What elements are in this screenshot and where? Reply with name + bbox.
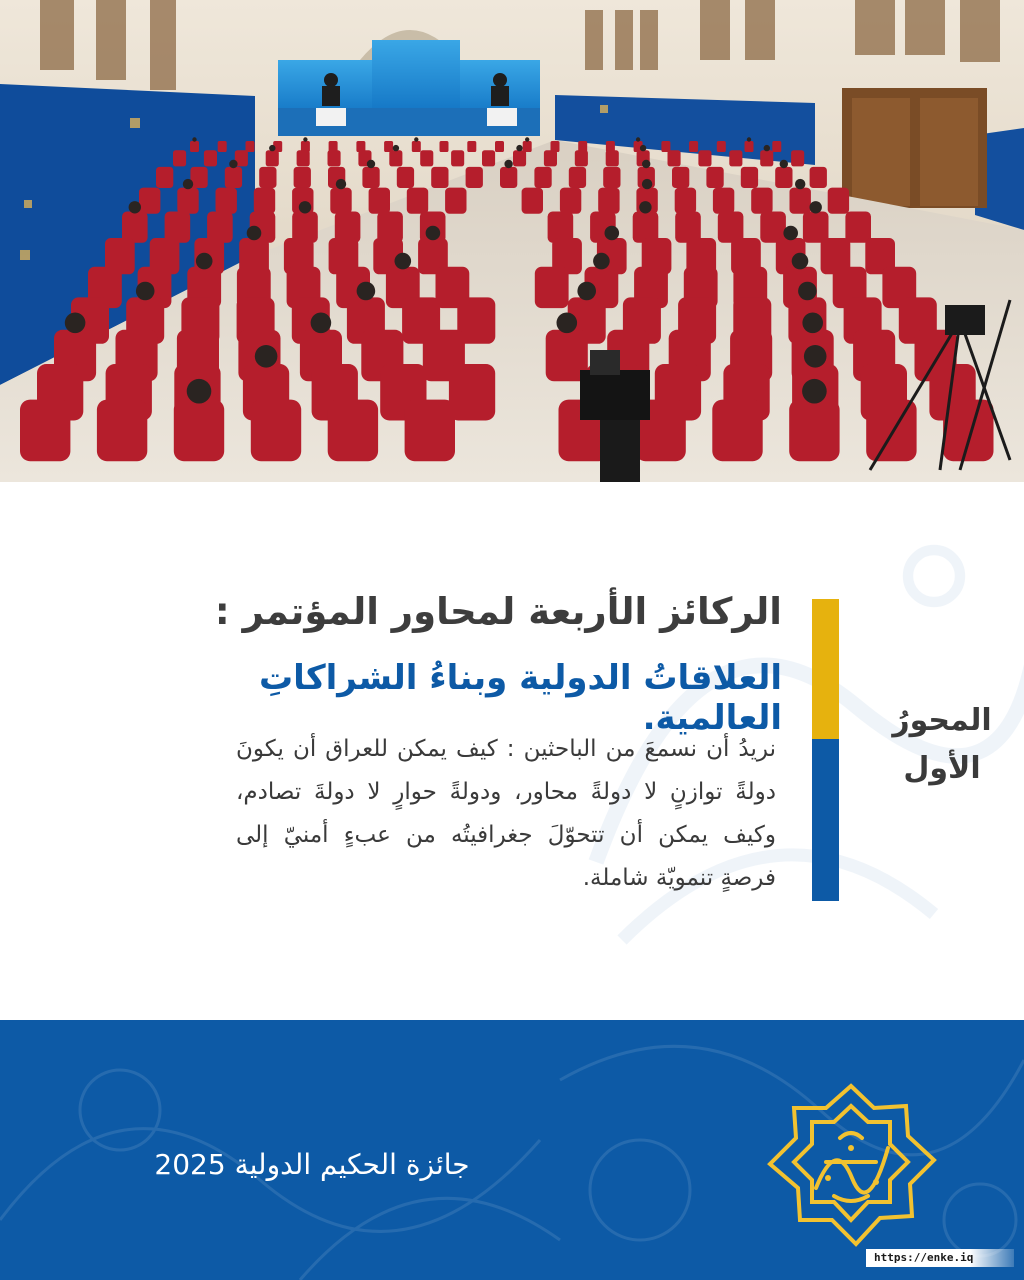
chair xyxy=(389,150,402,166)
chair xyxy=(866,400,916,462)
chair xyxy=(440,141,449,152)
chair xyxy=(717,141,726,152)
chair xyxy=(772,141,781,152)
chair xyxy=(513,150,526,166)
attendee xyxy=(640,145,646,151)
chair xyxy=(544,150,557,166)
attendee xyxy=(639,201,651,213)
chair xyxy=(420,150,433,166)
chair xyxy=(174,400,224,462)
chair xyxy=(362,167,379,188)
chair xyxy=(330,188,351,214)
attendee xyxy=(393,145,399,151)
attendee xyxy=(357,282,376,301)
attendee xyxy=(792,253,809,270)
attendee xyxy=(426,226,441,241)
attendee xyxy=(414,137,418,141)
chair xyxy=(535,267,569,308)
chair xyxy=(810,167,827,188)
chair xyxy=(712,400,762,462)
attendee xyxy=(299,201,311,213)
attendee xyxy=(516,145,522,151)
attendee xyxy=(783,226,798,241)
attendee xyxy=(802,313,823,334)
chair xyxy=(741,167,758,188)
chair xyxy=(266,150,279,166)
attendee xyxy=(557,313,578,334)
chair xyxy=(177,188,198,214)
chair xyxy=(466,167,483,188)
attendee xyxy=(65,313,86,334)
chair xyxy=(173,150,186,166)
attendee xyxy=(367,160,375,168)
chair xyxy=(204,150,217,166)
axis-label xyxy=(872,697,1012,793)
chair xyxy=(828,188,849,214)
attendee xyxy=(577,282,596,301)
attendee xyxy=(187,379,212,404)
chair xyxy=(500,167,517,188)
chair xyxy=(328,150,341,166)
attendee xyxy=(642,160,650,168)
chair xyxy=(328,400,378,462)
chair xyxy=(225,167,242,188)
chair xyxy=(139,188,160,214)
chair xyxy=(661,141,670,152)
conference-hall-photo xyxy=(0,0,1024,482)
chair xyxy=(20,400,70,462)
chair xyxy=(603,167,620,188)
chair xyxy=(259,167,276,188)
chair xyxy=(569,167,586,188)
chair xyxy=(495,141,504,152)
body-paragraph: نريدُ أن نسمعَ من الباحثين : كيف يمكن للعراق أن يكونَ دولةً توازنٍ لا دولةً محاور، ودولةً حوارٍ لا دولةَ تصادم، وكيف يمكن أن تتحوّلَ جغرافيتُه من عبءٍ أمنيّ إلى فرصةٍ تنمويّة شاملة. xyxy=(236,736,776,891)
chair xyxy=(689,141,698,152)
footer-band xyxy=(0,1020,1024,1280)
axis-bar-gold xyxy=(812,599,839,739)
conference-hall-image xyxy=(0,0,1024,482)
attendee xyxy=(192,137,196,141)
attendee xyxy=(247,226,262,241)
chair xyxy=(445,188,466,214)
attendee xyxy=(196,253,213,270)
attendee xyxy=(642,179,652,189)
chair xyxy=(251,400,301,462)
chair xyxy=(760,150,773,166)
headline-subtitle: العلاقاتُ الدولية وبناءُ الشراكاتِ العالمية. xyxy=(258,658,782,738)
axis-label-line-1: المحورُ xyxy=(892,703,992,738)
content-section xyxy=(0,482,1024,1020)
award-title: جائزة الحكيم الدولية 2025 xyxy=(154,1148,470,1181)
chair xyxy=(451,150,464,166)
chair xyxy=(706,167,723,188)
axis-accent-bar xyxy=(812,599,839,901)
chair xyxy=(698,150,711,166)
attendee xyxy=(129,201,141,213)
headline-title: الركائز الأربعة لمحاور المؤتمر : xyxy=(214,590,782,633)
attendee xyxy=(336,179,346,189)
attendee xyxy=(795,179,805,189)
attendee xyxy=(395,253,412,270)
attendee xyxy=(255,345,278,368)
chair xyxy=(845,212,871,243)
attendee xyxy=(764,145,770,151)
attendee xyxy=(636,137,640,141)
chair xyxy=(156,167,173,188)
chair xyxy=(254,188,275,214)
chair xyxy=(412,141,421,152)
attendee xyxy=(311,313,332,334)
chair xyxy=(482,150,495,166)
chair xyxy=(407,188,428,214)
chair xyxy=(534,167,551,188)
attendee xyxy=(804,345,827,368)
chair xyxy=(791,150,804,166)
chair xyxy=(943,400,993,462)
calligraphy-logo-icon xyxy=(756,1078,946,1258)
chair xyxy=(789,400,839,462)
chair xyxy=(672,167,689,188)
axis-bar-blue xyxy=(812,739,839,901)
chair xyxy=(216,188,237,214)
attendee xyxy=(802,379,827,404)
chair xyxy=(522,188,543,214)
chair xyxy=(598,188,619,214)
chair xyxy=(523,141,532,152)
chair xyxy=(729,150,742,166)
chair xyxy=(405,400,455,462)
chair xyxy=(560,188,581,214)
attendee xyxy=(229,160,237,168)
attendee xyxy=(525,137,529,141)
attendee xyxy=(798,282,817,301)
chair xyxy=(790,188,811,214)
chair xyxy=(431,167,448,188)
chair xyxy=(97,400,147,462)
chair xyxy=(369,188,390,214)
chair xyxy=(218,141,227,152)
attendee xyxy=(810,201,822,213)
attendee xyxy=(183,179,193,189)
source-url: https://enke.iq xyxy=(866,1249,1014,1267)
chair xyxy=(449,364,495,421)
chair xyxy=(297,150,310,166)
chair xyxy=(575,150,588,166)
chair xyxy=(675,188,696,214)
axis-label-line-2: الأول xyxy=(903,751,981,786)
chair xyxy=(751,188,772,214)
chair xyxy=(246,141,255,152)
attendee xyxy=(747,137,751,141)
chair xyxy=(713,188,734,214)
chair xyxy=(606,150,619,166)
chair xyxy=(775,167,792,188)
attendee xyxy=(303,137,307,141)
attendee xyxy=(269,145,275,151)
chair xyxy=(467,141,476,152)
chair xyxy=(668,150,681,166)
attendee xyxy=(136,282,155,301)
chair xyxy=(745,141,754,152)
attendee xyxy=(605,226,620,241)
chair xyxy=(397,167,414,188)
chair xyxy=(803,212,829,243)
attendee xyxy=(780,160,788,168)
attendee xyxy=(593,253,610,270)
chair xyxy=(190,141,199,152)
chair xyxy=(294,167,311,188)
attendee xyxy=(504,160,512,168)
